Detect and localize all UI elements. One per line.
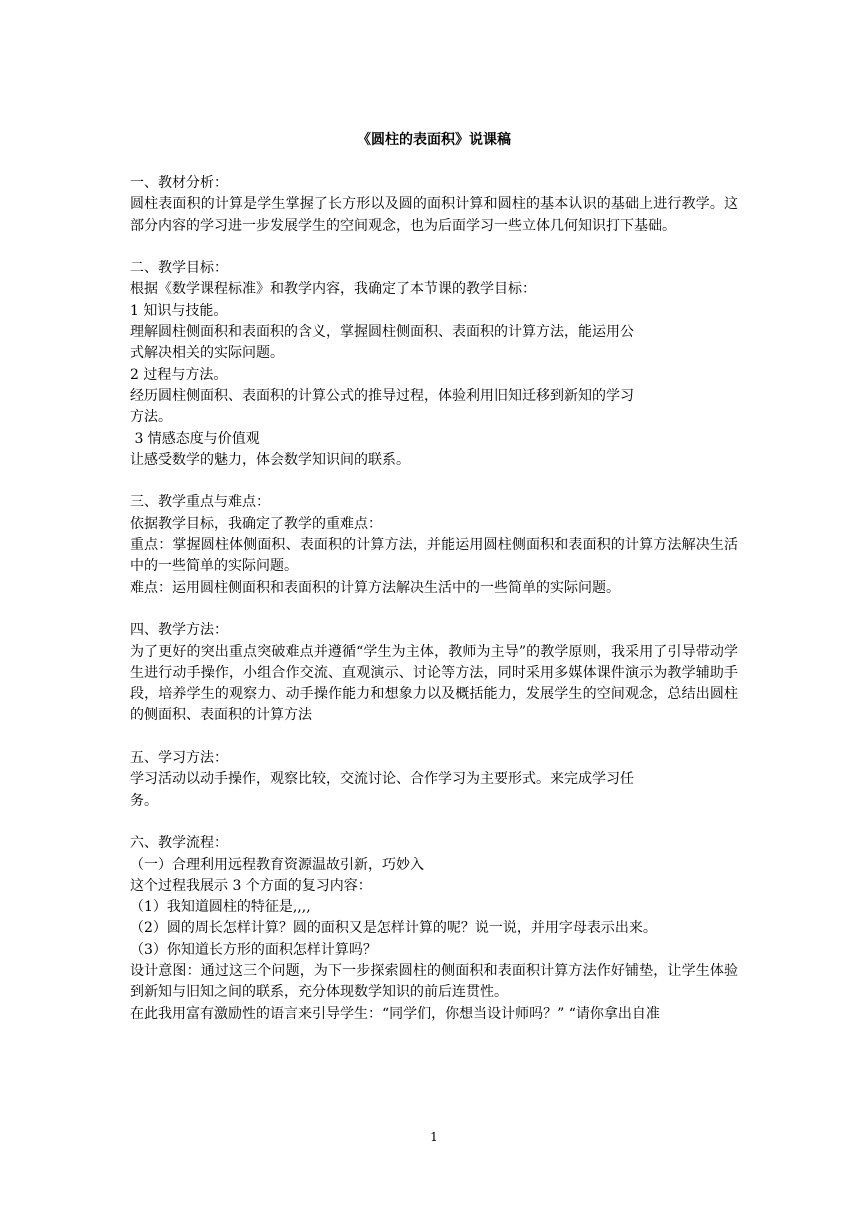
section-heading: 一、教材分析： — [130, 175, 228, 191]
section-heading: 五、学习方法： — [130, 750, 228, 767]
paragraph: 在此我用富有激励性的语言来引导学生：“同学们，你想当设计师吗？” “请你拿出自准 — [130, 1005, 660, 1022]
paragraph: 让感受数学的魅力，体会数学知识间的联系。 — [130, 451, 410, 468]
section-heading: 六、教学流程： — [130, 835, 228, 852]
document-title: 《圆柱的表面积》说课稿 — [357, 132, 511, 148]
section-heading: 三、教学重点与难点： — [130, 494, 270, 511]
document-page — [130, 0, 738, 1216]
paragraph: （一）合理利用远程教育资源温故引新，巧妙入 — [130, 856, 424, 873]
paragraph: 2 过程与方法。 — [130, 366, 228, 383]
document-body — [130, 173, 738, 1025]
blank-line — [130, 812, 738, 833]
paragraph: 3 情感态度与价值观 — [130, 430, 260, 447]
blank-line — [130, 599, 738, 620]
paragraph: 这个过程我展示 3 个方面的复习内容： — [130, 877, 372, 894]
paragraph: （2）圆的周长怎样计算？圆的面积又是怎样计算的呢？说一说，并用字母表示出来。 — [130, 920, 657, 937]
paragraph: 难点：运用圆柱侧面积和表面积的计算方法解决生活中的一些简单的实际问题。 — [130, 579, 620, 596]
paragraph: 务。 — [130, 792, 158, 809]
blank-line — [130, 237, 738, 258]
section-heading: 四、教学方法： — [130, 622, 228, 639]
paragraph: 学习活动以动手操作，观察比较，交流讨论、合作学习为主要形式。来完成学习任 — [130, 771, 634, 788]
paragraph: 方法。 — [130, 409, 172, 426]
page-number: 1 — [430, 1130, 438, 1144]
blank-line — [130, 727, 738, 748]
paragraph: （3）你知道长方形的面积怎样计算吗？ — [130, 941, 377, 958]
paragraph: 依据教学目标，我确定了教学的重难点： — [130, 515, 382, 532]
section-heading: 二、教学目标： — [130, 260, 228, 277]
paragraph: 理解圆柱侧面积和表面积的含义，掌握圆柱侧面积、表面积的计算方法，能运用公 — [130, 324, 634, 341]
paragraph: 1 知识与技能。 — [130, 302, 228, 319]
blank-line — [130, 471, 738, 492]
paragraph: 圆柱表面积的计算是学生掌握了长方形以及圆的面积计算和圆柱的基本认识的基础上进行教学。这部分内容的学习进一步发展学生的空间观念，也为后面学习一些立体几何知识打下基础。 — [130, 196, 738, 234]
paragraph: 设计意图：通过这三个问题，为下一步探索圆柱的侧面积和表面积计算方法作好铺垫，让学生体验到新知与旧知之间的联系，充分体现数学知识的前后连贯性。 — [130, 962, 738, 1001]
paragraph: 根据《数学课程标准》和教学内容，我确定了本节课的教学目标： — [130, 281, 536, 298]
paragraph: 经历圆柱侧面积、表面积的计算公式的推导过程，体验利用旧知迁移到新知的学习 — [130, 387, 634, 404]
paragraph: （1）我知道圆柱的特征是,,,, — [130, 899, 311, 916]
paragraph: 式解决相关的实际问题。 — [130, 345, 284, 362]
paragraph: 为了更好的突出重点突破难点并遵循“学生为主体，教师为主导”的教学原则，我采用了引导带动学生进行动手操作，小组合作交流、直观演示、讨论等方法，同时采用多媒体课件演示为教学辅助手段，培养学生的观察力、动手操作能力和想象力以及概括能力，发展学生的空间观念，总结出圆柱的侧面积、表面积的计算方法 — [130, 643, 738, 724]
paragraph: 重点：掌握圆柱体侧面积、表面积的计算方法，并能运用圆柱侧面积和表面积的计算方法解决生活中的一些简单的实际问题。 — [130, 537, 738, 575]
